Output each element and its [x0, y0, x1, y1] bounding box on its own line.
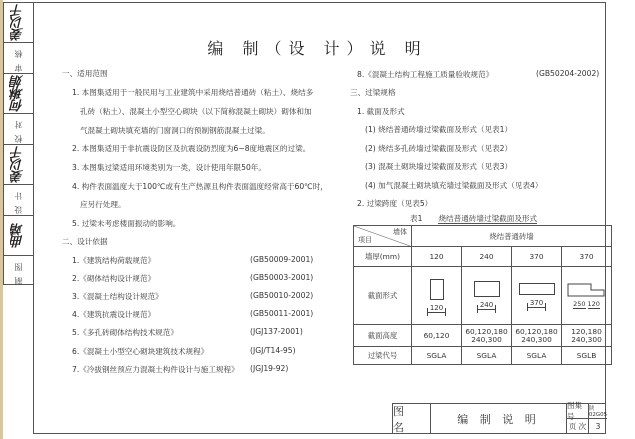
row-label: 墙厚(mm): [354, 247, 412, 267]
standard-name: 6.《混凝土小型空心砌块建筑技术规程》: [72, 347, 209, 356]
row-label: 截面形式: [354, 267, 412, 325]
page-label: 页 次: [567, 419, 589, 434]
standard-name: 3.《混凝土结构设计规范》: [72, 292, 163, 301]
standard-name: 2.《砌体结构设计规范》: [72, 274, 156, 283]
standard-code: (JGJ137-2001): [250, 327, 303, 336]
section3-item: (2) 烧结多孔砖墙过梁截面及形式（见表2）: [365, 144, 513, 153]
cell: SGLA: [412, 347, 462, 365]
row-label: 截面高度: [354, 325, 412, 347]
cell: 240: [462, 247, 512, 267]
label-drafting: 制图: [14, 257, 23, 285]
label-check: 校对: [4, 114, 33, 145]
section1-line: 5. 过梁未考虑楼面振动的影响。: [72, 219, 181, 228]
section1-line: 气混凝土砌块填充墙的门窗洞口的预制钢筋混凝土过梁。: [80, 126, 270, 135]
section-drawing: 120: [412, 267, 462, 325]
page-number: 3: [595, 422, 601, 431]
section1-heading: 一、适用范围: [62, 69, 108, 78]
signature-designer: 姜以千: [4, 145, 33, 185]
section1-line: 1. 本图集适用于一般民用与工业建筑中采用烧结普通砖（粘土）、烧结多: [72, 88, 314, 97]
cell: 370: [512, 247, 562, 267]
table1-number: 表1: [410, 214, 423, 223]
standard-name: 5.《多孔砖砌体结构技术规范》: [72, 328, 178, 337]
signature-checker: 何琳娟: [4, 74, 33, 114]
atlas-number-value: 陕02G05: [588, 406, 608, 418]
standard-code: (JGJ/T14-95): [250, 346, 296, 355]
table1-caption: [410, 213, 537, 224]
cell: SGLA: [512, 347, 562, 365]
drawing-name-label: 图 名: [393, 404, 431, 434]
standard-name: 8.《混凝土结构工程施工质量验收规范》: [357, 70, 494, 79]
section3-heading: 三、过梁规格: [350, 88, 396, 97]
standard-code: (GB50009-2001): [250, 255, 314, 264]
table-row: [354, 247, 612, 267]
table-row: [354, 267, 612, 325]
section-drawing: 250 120: [562, 267, 612, 325]
section3-sub1: 1. 截面及形式: [357, 107, 405, 116]
corner-cell: 墙体 项目: [354, 226, 412, 247]
standard-name: 7.《冷拔钢丝预应力混凝土构件设计与施工规程》: [72, 365, 239, 374]
section3-item: (1) 烧结普通砖墙过梁截面及形式（见表1）: [365, 125, 513, 134]
atlas-number-label: 图集号: [567, 404, 589, 419]
section3-sub2: 2. 过梁跨度（见表5）: [357, 199, 433, 208]
cell: 370: [562, 247, 612, 267]
section3-item: (3) 混凝土砌块墙过梁截面及形式（见表3）: [365, 162, 513, 171]
cell: 120,180 240,300: [562, 325, 612, 347]
section3-item: (4) 加气混凝土砌块填充墙过梁截面及形式（见表4）: [365, 181, 543, 190]
section1-line: 孔砖（粘土）、混凝土小型空心砌块（以下简称混凝土砌块）砌体和加: [80, 107, 312, 116]
drawing-name-value: 编 制 说 明: [431, 404, 567, 434]
l-section-shape: [566, 283, 608, 297]
table-row: [354, 226, 612, 247]
section-drawing: 370: [512, 267, 562, 325]
standard-code: (GB50003-2001): [250, 273, 314, 282]
signature-reviewer: 姜以千: [4, 3, 33, 43]
cell: SGLA: [462, 347, 512, 365]
standard-name: 4.《建筑抗震设计规范》: [72, 310, 156, 319]
table1: [353, 225, 612, 365]
section2-heading: 二、设计依据: [62, 237, 108, 246]
cell: 60,120,180 240,300: [462, 325, 512, 347]
cell: 120: [412, 247, 462, 267]
standard-code: (GB50011-2001): [250, 309, 314, 318]
page-title: 编 制（设 计）说 明: [207, 39, 428, 58]
row-label: 过梁代号: [354, 347, 412, 365]
table-row: [354, 347, 612, 365]
standard-name: 1.《建筑结构荷载规范》: [72, 256, 156, 265]
table-row: [354, 325, 612, 347]
cell: 60,120,180 240,300: [512, 325, 562, 347]
cell: 60,120: [412, 325, 462, 347]
group-header: 烧结普通砖墙: [412, 226, 612, 247]
section1-line: 2. 本图集适用于非抗震设防区及抗震设防烈度为6~8度地震区的过梁。: [72, 144, 311, 153]
signature-drafter: 曲靖: [4, 216, 33, 256]
section-drawing: 240: [462, 267, 512, 325]
standard-code: (GB50010-2002): [250, 291, 314, 300]
title-block: [392, 403, 606, 434]
section1-line: 3. 本图集过梁适用环境类别为一类，设计使用年限50年。: [72, 163, 266, 172]
section1-line: 4. 构件表面温度大于100℃或有生产热源且构件表面温度经常高于60℃时，: [72, 182, 328, 191]
section1-line: 应另行处理。: [80, 200, 126, 209]
standard-code: (GB50204-2002): [536, 69, 600, 78]
standard-code: (JGJ19-92): [250, 364, 289, 373]
label-design: 设计: [4, 185, 33, 216]
label-review: 审核: [4, 43, 33, 74]
table1-title: 烧结普通砖墙过梁截面及形式: [438, 214, 538, 223]
cell: SGLB: [562, 347, 612, 365]
